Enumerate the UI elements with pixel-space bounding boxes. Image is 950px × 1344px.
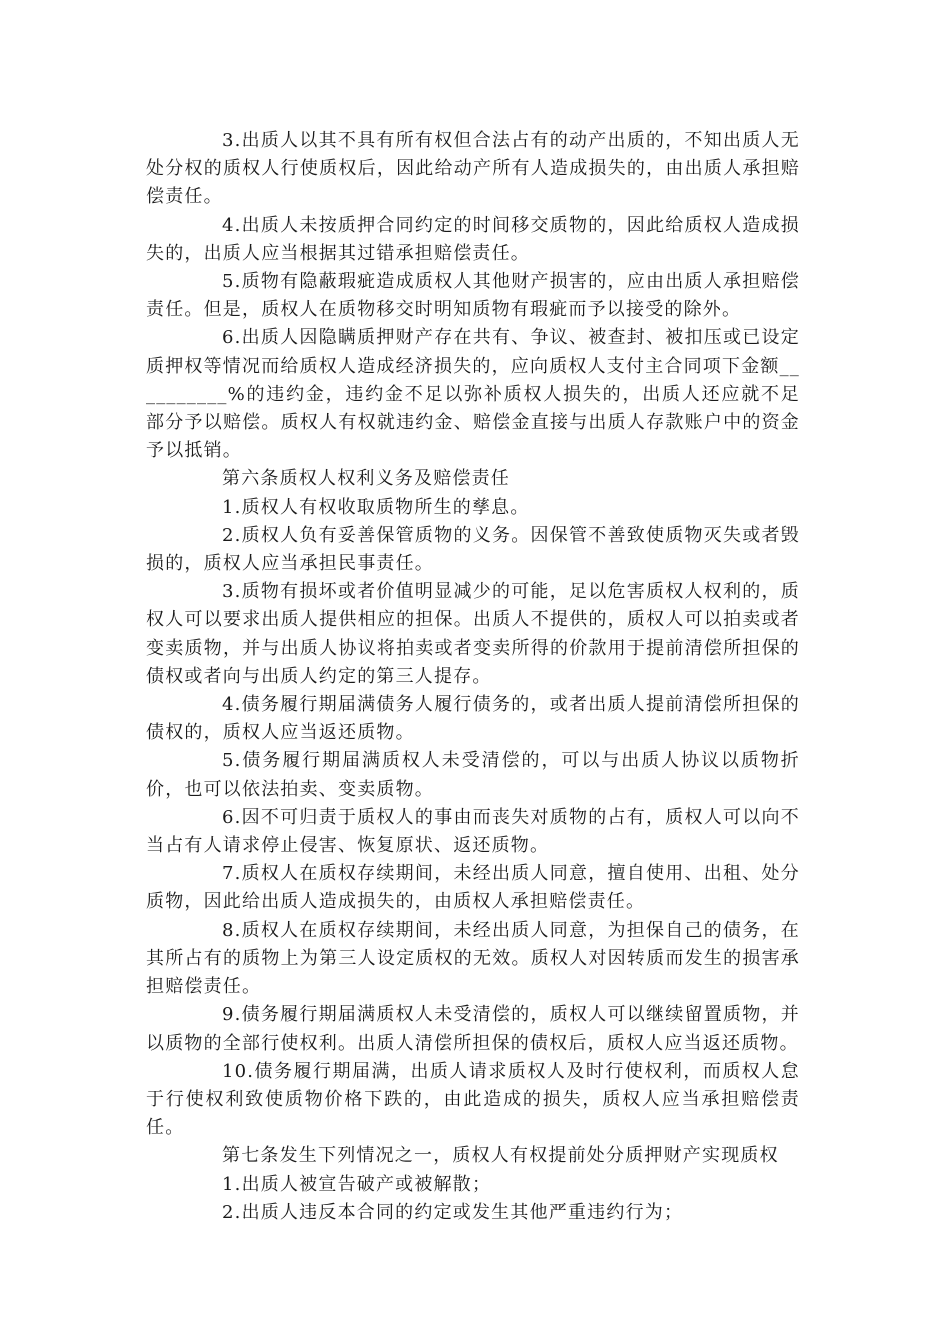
clause-6-item-1: 1.质权人有权收取质物所生的孳息。 bbox=[222, 496, 530, 518]
clause-5-item-6: 6.出质人因隐瞒质押财产存在共有、争议、被查封、被扣压或已设定质押权等情况而给质权人造成经济损失的，应向质权人支付主合同项下金额__________%的违约金，违约金不足以弥补质权人损失的，出质人还应就不足部分予以赔偿。质权人有权就违约金、赔偿金直接与出质人存款账户中的资金予以抵销。 bbox=[146, 327, 800, 462]
clause-5-item-4: 4.出质人未按质押合同约定的时间移交质物的，因此给质权人造成损失的，出质人应当根据其过错承担赔偿责任。 bbox=[146, 214, 800, 264]
clause-6-item-6: 6.因不可归责于质权人的事由而丧失对质物的占有，质权人可以向不当占有人请求停止侵害、恢复原状、返还质物。 bbox=[146, 806, 800, 857]
clause-6-item-9: 9.债务履行期届满质权人未受清偿的，质权人可以继续留置质物，并以质物的全部行使权利。出质人清偿所担保的债权后，质权人应当返还质物。 bbox=[146, 1004, 800, 1054]
clause-6-item-10: 10.债务履行期届满，出质人请求质权人及时行使权利，而质权人怠于行使权利致使质物价格下跌的，由此造成的损失，质权人应当承担赔偿责任。 bbox=[146, 1060, 800, 1139]
clause-5-item-3: 3.出质人以其不具有所有权但合法占有的动产出质的，不知出质人无处分权的质权人行使质权后，因此给动产所有人造成损失的，由出质人承担赔偿责任。 bbox=[146, 130, 800, 208]
clause-6-item-8: 8.质权人在质权存续期间，未经出质人同意，为担保自己的债务，在其所占有的质物上为第三人设定质权的无效。质权人对因转质而发生的损害承担赔偿责任。 bbox=[146, 919, 800, 998]
clause-7-item-1: 1.出质人被宣告破产或被解散； bbox=[222, 1173, 492, 1195]
clause-7-heading: 第七条发生下列情况之一，质权人有权提前处分质押财产实现质权 bbox=[222, 1145, 779, 1167]
clause-6-item-3: 3.质物有损坏或者价值明显减少的可能，足以危害质权人权利的，质权人可以要求出质人提供相应的担保。出质人不提供的，质权人可以拍卖或者变卖质物，并与出质人协议将拍卖或者变卖所得的价款用于提前清偿所担保的债权或者向与出质人约定的第三人提存。 bbox=[146, 581, 800, 687]
clause-6-heading: 第六条质权人权利义务及赔偿责任 bbox=[222, 468, 510, 490]
clause-6-item-5: 5.债务履行期届满质权人未受清偿的，可以与出质人协议以质物折价，也可以依法拍卖、变卖质物。 bbox=[146, 750, 800, 800]
clause-6-item-7: 7.质权人在质权存续期间，未经出质人同意，擅自使用、出租、处分质物，因此给出质人造成损失的，由质权人承担赔偿责任。 bbox=[146, 863, 800, 913]
clause-6-item-2: 2.质权人负有妥善保管质物的义务。因保管不善致使质物灭失或者毁损的，质权人应当承担民事责任。 bbox=[146, 524, 800, 575]
clause-7-item-2: 2.出质人违反本合同的约定或发生其他严重违约行为； bbox=[222, 1201, 684, 1223]
clause-5-item-5: 5.质物有隐蔽瑕疵造成质权人其他财产损害的，应由出质人承担赔偿责任。但是，质权人在质物移交时明知质物有瑕疵而予以接受的除外。 bbox=[146, 271, 800, 321]
clause-6-item-4: 4.债务履行期届满债务人履行债务的，或者出质人提前清偿所担保的债权的，质权人应当返还质物。 bbox=[146, 694, 800, 744]
